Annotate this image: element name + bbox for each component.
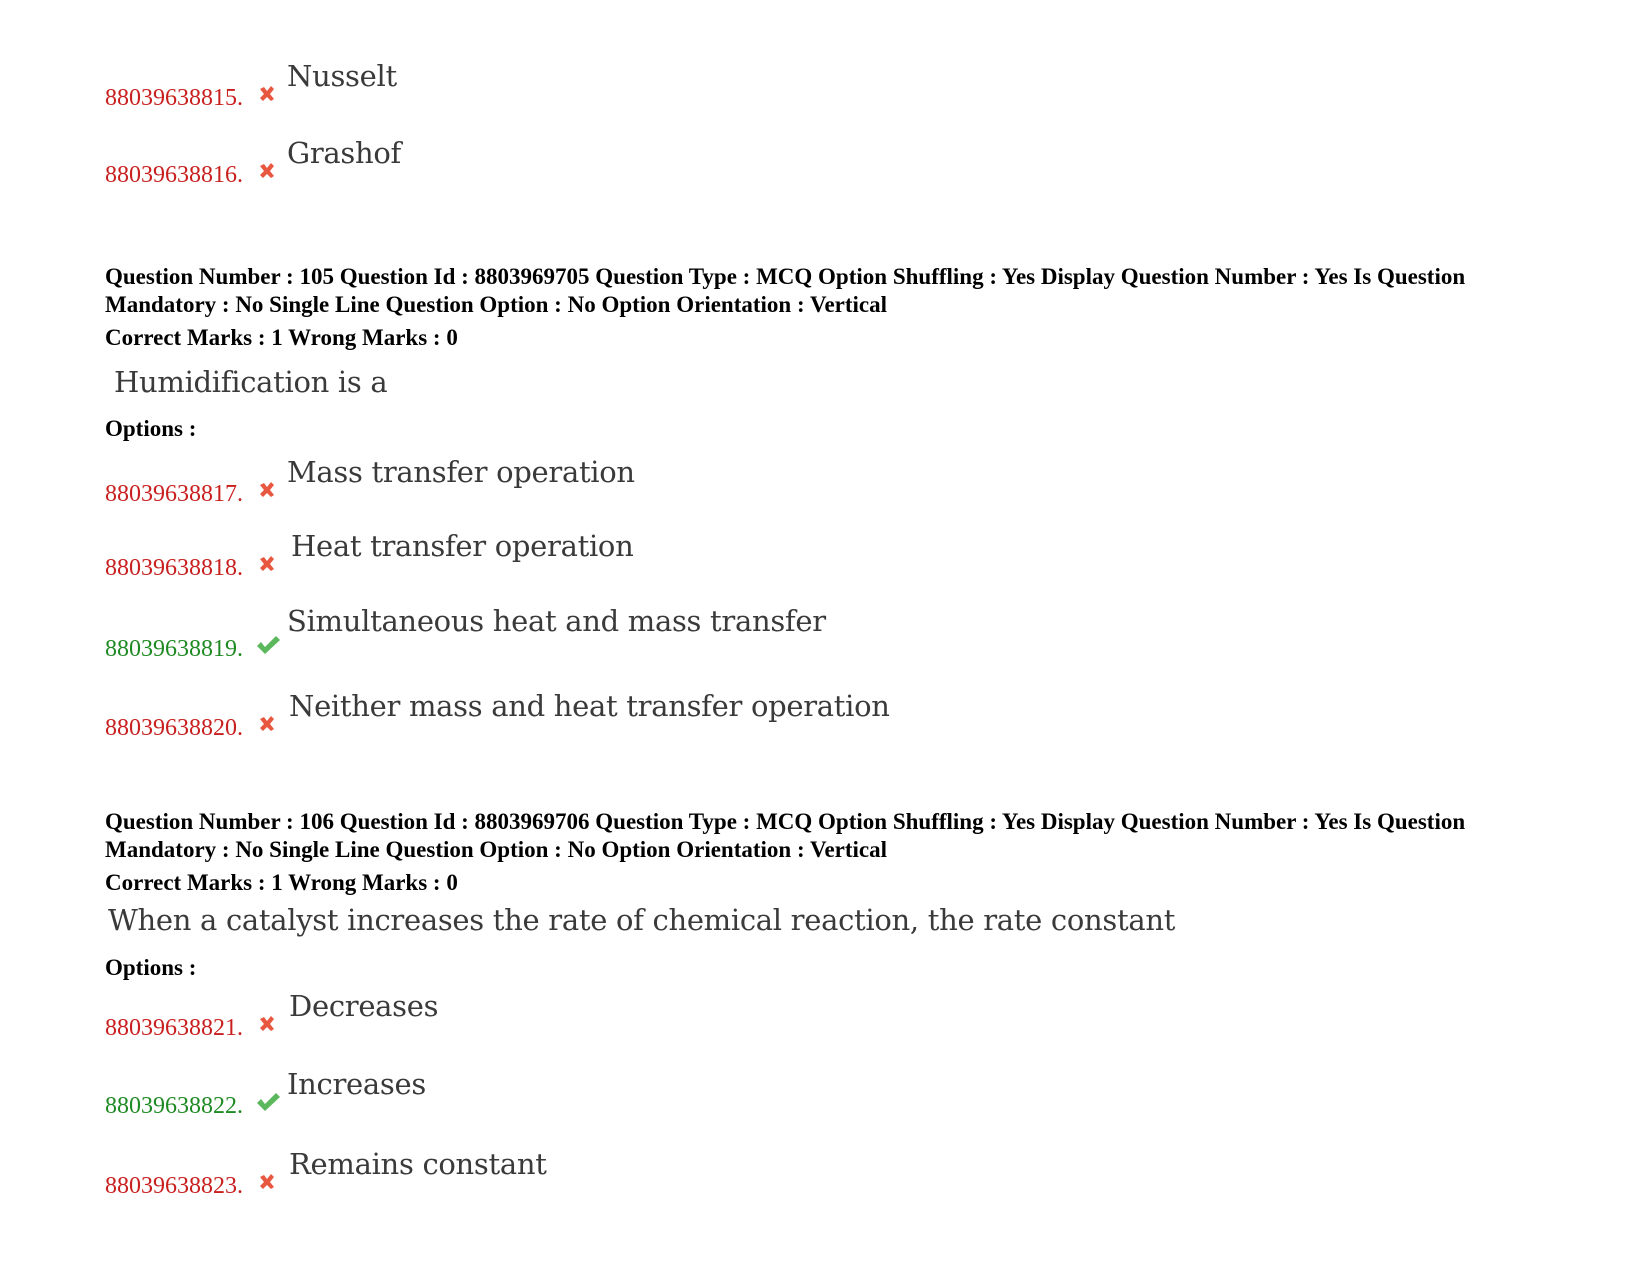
cross-icon	[255, 159, 279, 183]
option-row	[105, 690, 1305, 740]
option-text: Remains constant	[289, 1147, 547, 1181]
option-row	[105, 530, 1305, 580]
option-id: 88039638822.	[105, 1093, 243, 1119]
option-text: Mass transfer operation	[287, 455, 635, 489]
option-row	[105, 60, 1305, 110]
option-row	[105, 456, 1305, 506]
option-id: 88039638821.	[105, 1015, 243, 1041]
option-id: 88039638823.	[105, 1173, 243, 1199]
option-text: Simultaneous heat and mass transfer	[287, 604, 826, 638]
question-105-marks: Correct Marks : 1 Wrong Marks : 0	[105, 325, 458, 350]
cross-icon	[255, 552, 279, 576]
option-id: 88039638820.	[105, 715, 243, 741]
cross-icon	[255, 712, 279, 736]
question-106-options-label: Options :	[105, 955, 197, 980]
cross-icon	[255, 478, 279, 502]
option-text: Heat transfer operation	[291, 529, 634, 563]
option-text: Increases	[287, 1067, 426, 1101]
option-row	[105, 1148, 1305, 1198]
cross-icon	[255, 1170, 279, 1194]
question-105-text: Humidification is a	[114, 365, 388, 399]
option-text: Grashof	[287, 136, 401, 170]
option-id: 88039638816.	[105, 162, 243, 188]
option-id: 88039638815.	[105, 85, 243, 111]
option-row	[105, 137, 1305, 187]
cross-icon	[255, 1012, 279, 1036]
option-id: 88039638817.	[105, 481, 243, 507]
option-text: Neither mass and heat transfer operation	[289, 689, 890, 723]
option-row	[105, 1068, 1305, 1118]
option-id: 88039638819.	[105, 636, 243, 662]
cross-icon	[255, 82, 279, 106]
option-row	[105, 605, 1305, 661]
option-text: Nusselt	[287, 59, 397, 93]
question-106-text: When a catalyst increases the rate of chemical reaction, the rate constant	[108, 903, 1176, 937]
check-icon	[255, 1090, 281, 1114]
option-row	[105, 990, 1305, 1040]
question-105-meta: Question Number : 105 Question Id : 8803969705 Question Type : MCQ Option Shuffling : Yes Display Question Number : Yes Is Question Mandatory : No Single Line Question Option : No Option Orientation : Vertical	[105, 264, 1466, 317]
option-text: Decreases	[289, 989, 439, 1023]
option-id: 88039638818.	[105, 555, 243, 581]
question-106-marks: Correct Marks : 1 Wrong Marks : 0	[105, 870, 458, 895]
check-icon	[255, 633, 281, 657]
question-106-meta: Question Number : 106 Question Id : 8803969706 Question Type : MCQ Option Shuffling : Yes Display Question Number : Yes Is Question Mandatory : No Single Line Question Option : No Option Orientation : Vertical	[105, 809, 1466, 862]
question-105-options-label: Options :	[105, 416, 197, 441]
